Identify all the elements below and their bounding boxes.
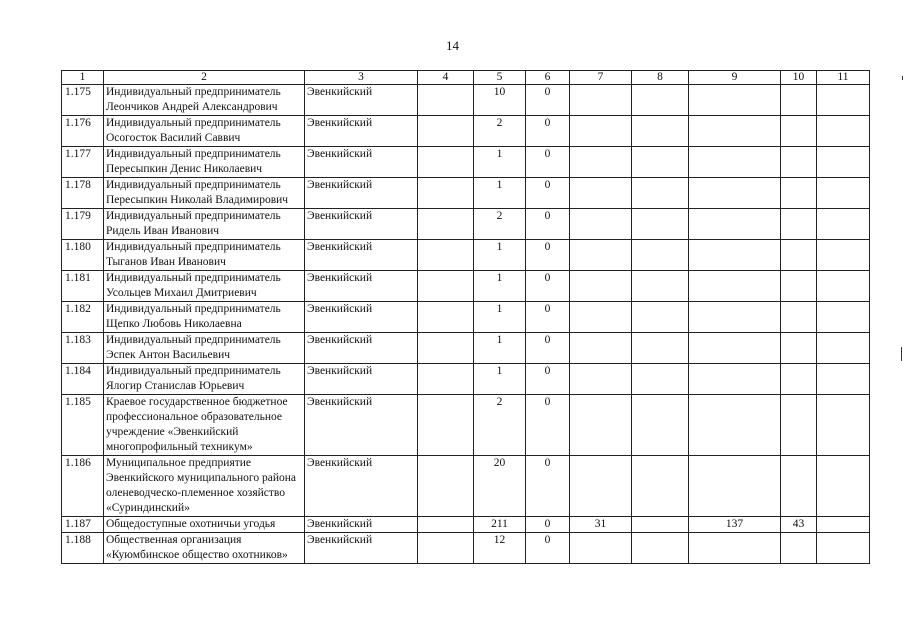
cell-name: Общедоступные охотничьи угодья xyxy=(104,517,305,533)
cell-col10 xyxy=(781,209,817,240)
cell-col8 xyxy=(632,271,689,302)
table-row xyxy=(62,364,870,395)
cell-col5: 1 xyxy=(474,333,526,364)
cell-col10 xyxy=(781,456,817,517)
cell-col8 xyxy=(632,364,689,395)
table-row xyxy=(62,533,870,564)
cell-num: 1.176 xyxy=(62,116,104,147)
cell-col11 xyxy=(817,302,870,333)
cell-col11 xyxy=(817,240,870,271)
cell-col11 xyxy=(817,533,870,564)
cell-col10 xyxy=(781,178,817,209)
cell-col4 xyxy=(418,517,474,533)
cell-num: 1.175 xyxy=(62,85,104,116)
cell-col8 xyxy=(632,395,689,456)
cell-col9 xyxy=(689,364,781,395)
cell-district: Эвенкийский xyxy=(305,116,418,147)
cell-col11 xyxy=(817,517,870,533)
cell-col4 xyxy=(418,116,474,147)
cell-name: Индивидуальный предприниматель Тыганов Иван Иванович xyxy=(104,240,305,271)
cell-col10 xyxy=(781,116,817,147)
cell-num: 1.180 xyxy=(62,240,104,271)
cell-col4 xyxy=(418,240,474,271)
cell-name: Индивидуальный предприниматель Эспек Антон Васильевич xyxy=(104,333,305,364)
cell-col6: 0 xyxy=(526,178,570,209)
cell-col6: 0 xyxy=(526,364,570,395)
cell-col11 xyxy=(817,456,870,517)
cell-col8 xyxy=(632,533,689,564)
cell-col5: 1 xyxy=(474,240,526,271)
cell-col5: 2 xyxy=(474,209,526,240)
cell-col10 xyxy=(781,333,817,364)
cell-col9 xyxy=(689,85,781,116)
cell-col5: 211 xyxy=(474,517,526,533)
cell-col11 xyxy=(817,178,870,209)
header-cell: 8 xyxy=(632,71,689,85)
cell-col11 xyxy=(817,364,870,395)
cell-col8 xyxy=(632,178,689,209)
cell-col6: 0 xyxy=(526,209,570,240)
cell-name: Общественная организация «Куюмбинское общество охотников» xyxy=(104,533,305,564)
header-cell: 3 xyxy=(305,71,418,85)
cell-col9 xyxy=(689,116,781,147)
cell-num: 1.187 xyxy=(62,517,104,533)
cell-col6: 0 xyxy=(526,147,570,178)
cell-col10 xyxy=(781,364,817,395)
cell-district: Эвенкийский xyxy=(305,456,418,517)
cell-col5: 1 xyxy=(474,271,526,302)
cell-col7 xyxy=(570,302,632,333)
cell-col8 xyxy=(632,333,689,364)
cell-col10 xyxy=(781,302,817,333)
cell-num: 1.182 xyxy=(62,302,104,333)
cell-col5: 1 xyxy=(474,147,526,178)
cell-col10 xyxy=(781,85,817,116)
cell-col8 xyxy=(632,116,689,147)
table-row xyxy=(62,333,870,364)
cell-col8 xyxy=(632,456,689,517)
cell-col7 xyxy=(570,364,632,395)
cell-col7 xyxy=(570,116,632,147)
cell-num: 1.183 xyxy=(62,333,104,364)
cell-district: Эвенкийский xyxy=(305,271,418,302)
cell-district: Эвенкийский xyxy=(305,517,418,533)
cell-col7: 31 xyxy=(570,517,632,533)
cell-col11 xyxy=(817,85,870,116)
cell-col9 xyxy=(689,271,781,302)
header-cell: 2 xyxy=(104,71,305,85)
cell-col4 xyxy=(418,271,474,302)
table-row xyxy=(62,178,870,209)
cell-col5: 20 xyxy=(474,456,526,517)
header-cell: 10 xyxy=(781,71,817,85)
cell-col4 xyxy=(418,85,474,116)
cell-col11 xyxy=(817,395,870,456)
table-row xyxy=(62,395,870,456)
cell-district: Эвенкийский xyxy=(305,147,418,178)
cell-col6: 0 xyxy=(526,271,570,302)
cell-name: Индивидуальный предприниматель Ридель Иван Иванович xyxy=(104,209,305,240)
cell-num: 1.177 xyxy=(62,147,104,178)
cell-name: Индивидуальный предприниматель Пересыпкин Денис Николаевич xyxy=(104,147,305,178)
cell-col4 xyxy=(418,209,474,240)
cell-name: Индивидуальный предприниматель Усольцев Михаил Дмитриевич xyxy=(104,271,305,302)
cell-num: 1.186 xyxy=(62,456,104,517)
cell-district: Эвенкийский xyxy=(305,85,418,116)
table-row xyxy=(62,240,870,271)
page-number: 14 xyxy=(446,38,459,53)
cell-col11 xyxy=(817,271,870,302)
cell-col5: 2 xyxy=(474,116,526,147)
header-cell: 7 xyxy=(570,71,632,85)
cell-name: Индивидуальный предприниматель Щепко Любовь Николаевна xyxy=(104,302,305,333)
cell-col11 xyxy=(817,116,870,147)
cell-col8 xyxy=(632,517,689,533)
cell-col9 xyxy=(689,240,781,271)
cell-num: 1.181 xyxy=(62,271,104,302)
cell-name: Краевое государственное бюджетное профессиональное образовательное учреждение «Эвенкийский многопрофильный техникум» xyxy=(104,395,305,456)
cell-district: Эвенкийский xyxy=(305,178,418,209)
cell-col7 xyxy=(570,178,632,209)
cell-district: Эвенкийский xyxy=(305,302,418,333)
header-cell: 4 xyxy=(418,71,474,85)
data-table xyxy=(61,70,870,564)
cell-col6: 0 xyxy=(526,333,570,364)
cell-col4 xyxy=(418,456,474,517)
cell-col5: 1 xyxy=(474,302,526,333)
cell-col10: 43 xyxy=(781,517,817,533)
cell-col9 xyxy=(689,395,781,456)
table-body xyxy=(62,71,870,564)
cell-col10 xyxy=(781,240,817,271)
cell-num: 1.179 xyxy=(62,209,104,240)
cell-col10 xyxy=(781,395,817,456)
cell-col7 xyxy=(570,333,632,364)
cell-col6: 0 xyxy=(526,85,570,116)
cell-col4 xyxy=(418,364,474,395)
cell-name: Индивидуальный предприниматель Ялогир Станислав Юрьевич xyxy=(104,364,305,395)
cell-col9 xyxy=(689,302,781,333)
cell-col5: 1 xyxy=(474,364,526,395)
cell-col9 xyxy=(689,147,781,178)
cell-col7 xyxy=(570,395,632,456)
cell-col5: 1 xyxy=(474,178,526,209)
cell-col6: 0 xyxy=(526,240,570,271)
cell-col7 xyxy=(570,85,632,116)
cell-col4 xyxy=(418,178,474,209)
cell-col7 xyxy=(570,209,632,240)
cell-col7 xyxy=(570,533,632,564)
scan-edge-mark xyxy=(901,347,902,361)
scan-edge-mark xyxy=(902,76,903,80)
cell-col10 xyxy=(781,533,817,564)
cell-col9 xyxy=(689,178,781,209)
cell-col4 xyxy=(418,395,474,456)
table-row xyxy=(62,271,870,302)
cell-col8 xyxy=(632,147,689,178)
cell-col8 xyxy=(632,240,689,271)
cell-col8 xyxy=(632,209,689,240)
cell-col7 xyxy=(570,147,632,178)
cell-district: Эвенкийский xyxy=(305,240,418,271)
cell-col9 xyxy=(689,209,781,240)
cell-district: Эвенкийский xyxy=(305,209,418,240)
cell-name: Индивидуальный предприниматель Пересыпкин Николай Владимирович xyxy=(104,178,305,209)
table-row xyxy=(62,85,870,116)
cell-col11 xyxy=(817,333,870,364)
cell-col6: 0 xyxy=(526,517,570,533)
cell-col11 xyxy=(817,209,870,240)
table-header-row xyxy=(62,71,870,85)
cell-col7 xyxy=(570,240,632,271)
table-row xyxy=(62,147,870,178)
cell-district: Эвенкийский xyxy=(305,533,418,564)
cell-num: 1.185 xyxy=(62,395,104,456)
header-cell: 5 xyxy=(474,71,526,85)
cell-col5: 12 xyxy=(474,533,526,564)
cell-district: Эвенкийский xyxy=(305,333,418,364)
cell-col4 xyxy=(418,333,474,364)
cell-col7 xyxy=(570,271,632,302)
cell-col5: 2 xyxy=(474,395,526,456)
cell-col6: 0 xyxy=(526,395,570,456)
cell-col9: 137 xyxy=(689,517,781,533)
cell-col5: 10 xyxy=(474,85,526,116)
header-cell: 9 xyxy=(689,71,781,85)
cell-col9 xyxy=(689,333,781,364)
cell-col10 xyxy=(781,147,817,178)
cell-col6: 0 xyxy=(526,456,570,517)
cell-col10 xyxy=(781,271,817,302)
cell-col8 xyxy=(632,302,689,333)
cell-num: 1.178 xyxy=(62,178,104,209)
cell-col11 xyxy=(817,147,870,178)
header-cell: 11 xyxy=(817,71,870,85)
cell-col4 xyxy=(418,147,474,178)
cell-name: Индивидуальный предприниматель Леончиков Андрей Александрович xyxy=(104,85,305,116)
cell-col6: 0 xyxy=(526,533,570,564)
cell-col9 xyxy=(689,533,781,564)
cell-col6: 0 xyxy=(526,116,570,147)
header-cell: 1 xyxy=(62,71,104,85)
cell-district: Эвенкийский xyxy=(305,364,418,395)
header-cell: 6 xyxy=(526,71,570,85)
cell-num: 1.184 xyxy=(62,364,104,395)
table-row xyxy=(62,209,870,240)
cell-col4 xyxy=(418,302,474,333)
cell-col9 xyxy=(689,456,781,517)
table-row xyxy=(62,517,870,533)
table-row xyxy=(62,302,870,333)
cell-district: Эвенкийский xyxy=(305,395,418,456)
cell-col6: 0 xyxy=(526,302,570,333)
cell-col7 xyxy=(570,456,632,517)
cell-name: Муниципальное предприятие Эвенкийского муниципального района оленеводческо-племенное хозяйство «Суриндинский» xyxy=(104,456,305,517)
cell-col4 xyxy=(418,533,474,564)
table-row xyxy=(62,456,870,517)
cell-col8 xyxy=(632,85,689,116)
cell-num: 1.188 xyxy=(62,533,104,564)
cell-name: Индивидуальный предприниматель Осогосток Василий Саввич xyxy=(104,116,305,147)
table-row xyxy=(62,116,870,147)
